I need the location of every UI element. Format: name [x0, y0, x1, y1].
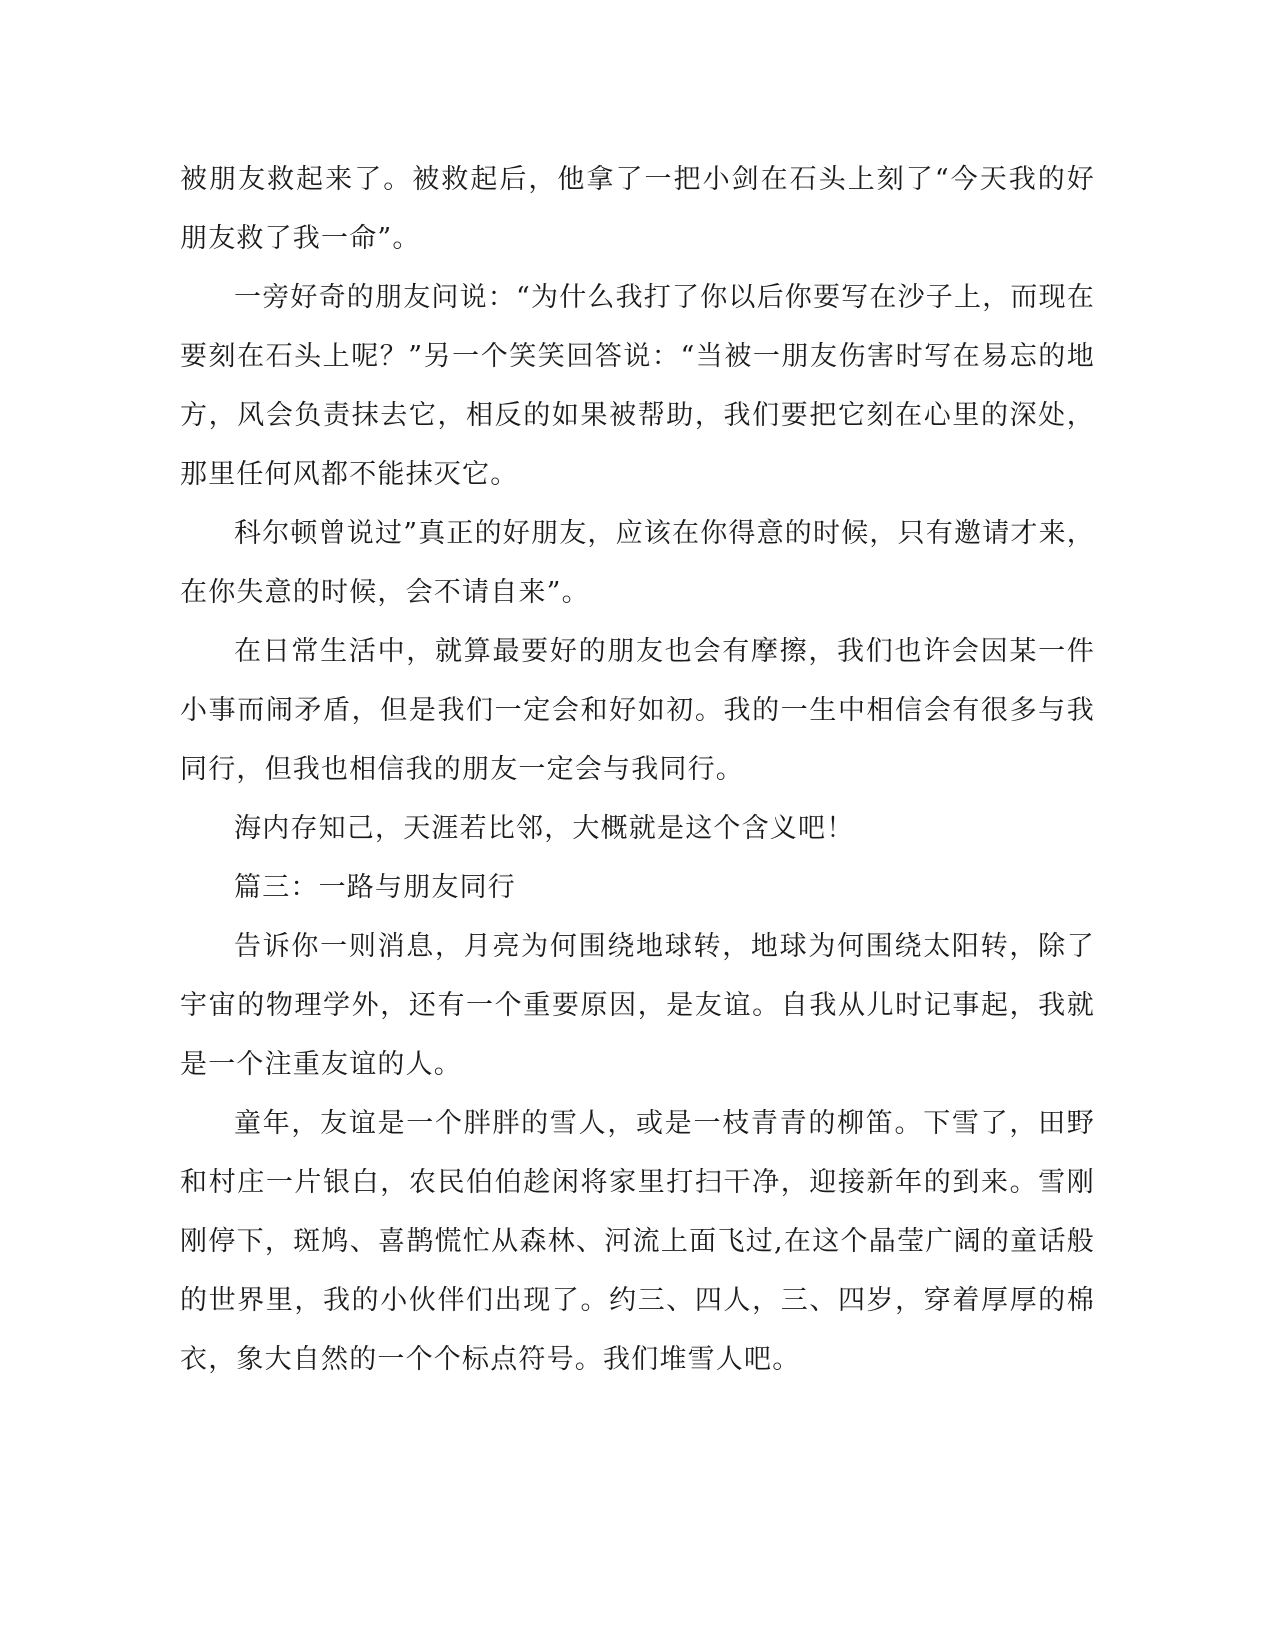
section-heading: 篇三：一路与朋友同行	[234, 872, 516, 903]
paragraph-7: 告诉你一则消息，月亮为何围绕地球转，地球为何围绕太阳转，除了宇宙的物理学外，还有一个重要原因，是友谊。自我从儿时记事起，我就是一个注重友谊的人。	[180, 931, 1095, 1080]
document-body	[180, 150, 1095, 1389]
paragraph-3: 科尔顿曾说过”真正的好朋友，应该在你得意的时候，只有邀请才来，在你失意的时候，会不请自来”。	[180, 518, 1096, 608]
paragraph-5: 海内存知己，天涯若比邻，大概就是这个含义吧！	[234, 813, 855, 844]
paragraph-1: 被朋友救起来了。被救起后，他拿了一把小剑在石头上刻了“今天我的好朋友救了我一命”。	[180, 164, 1095, 254]
paragraph-8: 童年，友谊是一个胖胖的雪人，或是一枝青青的柳笛。下雪了，田野和村庄一片银白，农民伯伯趁闲将家里打扫干净，迎接新年的到来。雪刚刚停下，斑鸠、喜鹊慌忙从森林、河流上面飞过,在这个晶莹广阔的童话般的世界里，我的小伙伴们出现了。约三、四人，三、四岁，穿着厚厚的棉衣，象大自然的一个个标点符号。我们堆雪人吧。	[180, 1108, 1095, 1375]
paragraph-2: 一旁好奇的朋友问说：“为什么我打了你以后你要写在沙子上，而现在要刻在石头上呢？”另一个笑笑回答说：“当被一朋友伤害时写在易忘的地方，风会负责抹去它，相反的如果被帮助，我们要把它刻在心里的深处，那里任何风都不能抹灭它。	[180, 282, 1096, 490]
paragraph-4: 在日常生活中，就算最要好的朋友也会有摩擦，我们也许会因某一件小事而闹矛盾，但是我们一定会和好如初。我的一生中相信会有很多与我同行，但我也相信我的朋友一定会与我同行。	[180, 636, 1095, 785]
